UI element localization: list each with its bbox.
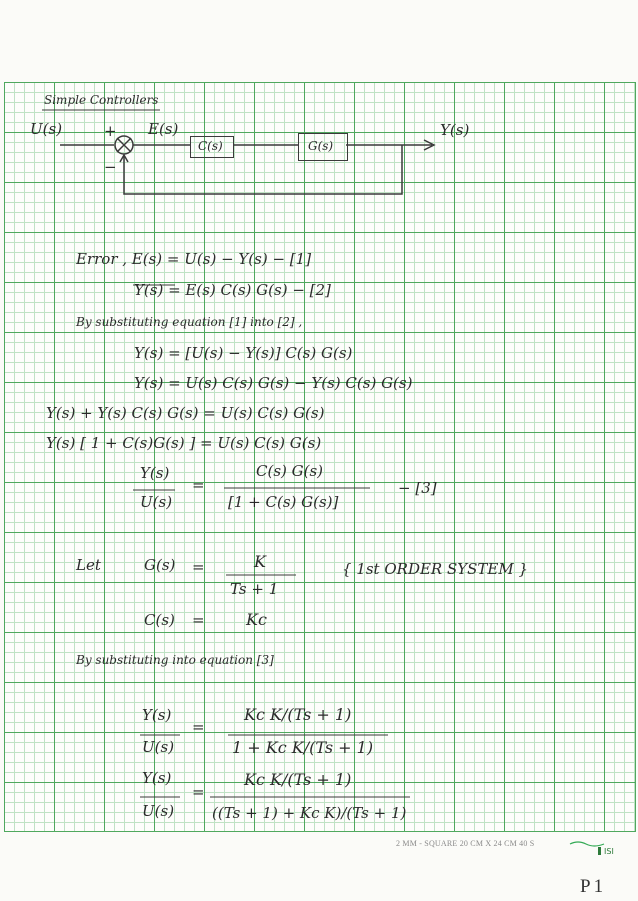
equation-line-1: Error , E(s) = U(s) − Y(s) − [1] (76, 250, 312, 268)
eq3-lhs-numerator: Y(s) (140, 464, 170, 482)
eq3-lhs-denominator: U(s) (140, 493, 173, 511)
eq3-tag: − [3] (398, 479, 437, 497)
let-c-equals: = (192, 611, 205, 629)
equation-line-4: Y(s) = [U(s) − Y(s)] C(s) G(s) (134, 344, 353, 362)
controller-block (190, 136, 234, 158)
let-label: Let (76, 556, 101, 574)
eq4-rhs-denominator: 1 + Kc K/(Ts + 1) (232, 738, 374, 757)
controller-label: C(s) (198, 139, 223, 153)
let-g-equals: = (192, 558, 205, 576)
let-g-numerator: K (254, 552, 266, 571)
plant-label: G(s) (308, 139, 334, 153)
eq5-rhs-denominator: ((Ts + 1) + Kc K)/(Ts + 1) (212, 804, 407, 822)
equation-line-2: Y(s) = E(s) C(s) G(s) − [2] (134, 281, 331, 299)
eq5-lhs-denominator: U(s) (142, 802, 175, 820)
let-c-label: C(s) (144, 611, 175, 629)
eq3-rhs-denominator: [1 + C(s) G(s)] (228, 493, 339, 511)
equation-line-7: Y(s) [ 1 + C(s)G(s) ] = U(s) C(s) G(s) (46, 434, 322, 452)
page-title: Simple Controllers (44, 93, 159, 107)
system-order-note: { 1st ORDER SYSTEM } (342, 560, 529, 578)
plant-block (298, 133, 348, 161)
minus-sign: − (104, 158, 117, 176)
page-number: P1 (580, 876, 607, 897)
let-g-denominator: Ts + 1 (230, 580, 279, 598)
eq4-lhs-numerator: Y(s) (142, 706, 172, 724)
eq4-rhs-numerator: Kc K/(Ts + 1) (244, 705, 352, 724)
paper-spec-footer: 2 MM - SQUARE 20 CM X 24 CM 40 S (396, 839, 535, 848)
plus-sign: + (104, 122, 117, 140)
eq3-equals: = (192, 476, 205, 494)
eq4-equals: = (192, 718, 205, 736)
eq5-equals: = (192, 783, 205, 801)
eq5-rhs-numerator: Kc K/(Ts + 1) (244, 770, 352, 789)
output-label: Y(s) (440, 121, 470, 139)
let-g-label: G(s) (144, 556, 176, 574)
paper-brand-logo (568, 836, 620, 858)
equation-line-3: By substituting equation [1] into [2] , (76, 315, 303, 329)
equation-line-6: Y(s) + Y(s) C(s) G(s) = U(s) C(s) G(s) (46, 404, 325, 422)
input-label: U(s) (30, 120, 63, 138)
let-c-value: Kc (246, 610, 267, 629)
equation-line-8: By substituting into equation [3] (76, 653, 274, 667)
eq4-lhs-denominator: U(s) (142, 738, 175, 756)
error-label: E(s) (148, 120, 179, 138)
equation-line-5: Y(s) = U(s) C(s) G(s) − Y(s) C(s) G(s) (134, 374, 413, 392)
svg-text:ISI: ISI (604, 847, 614, 856)
eq5-lhs-numerator: Y(s) (142, 769, 172, 787)
eq3-rhs-numerator: C(s) G(s) (256, 462, 324, 480)
